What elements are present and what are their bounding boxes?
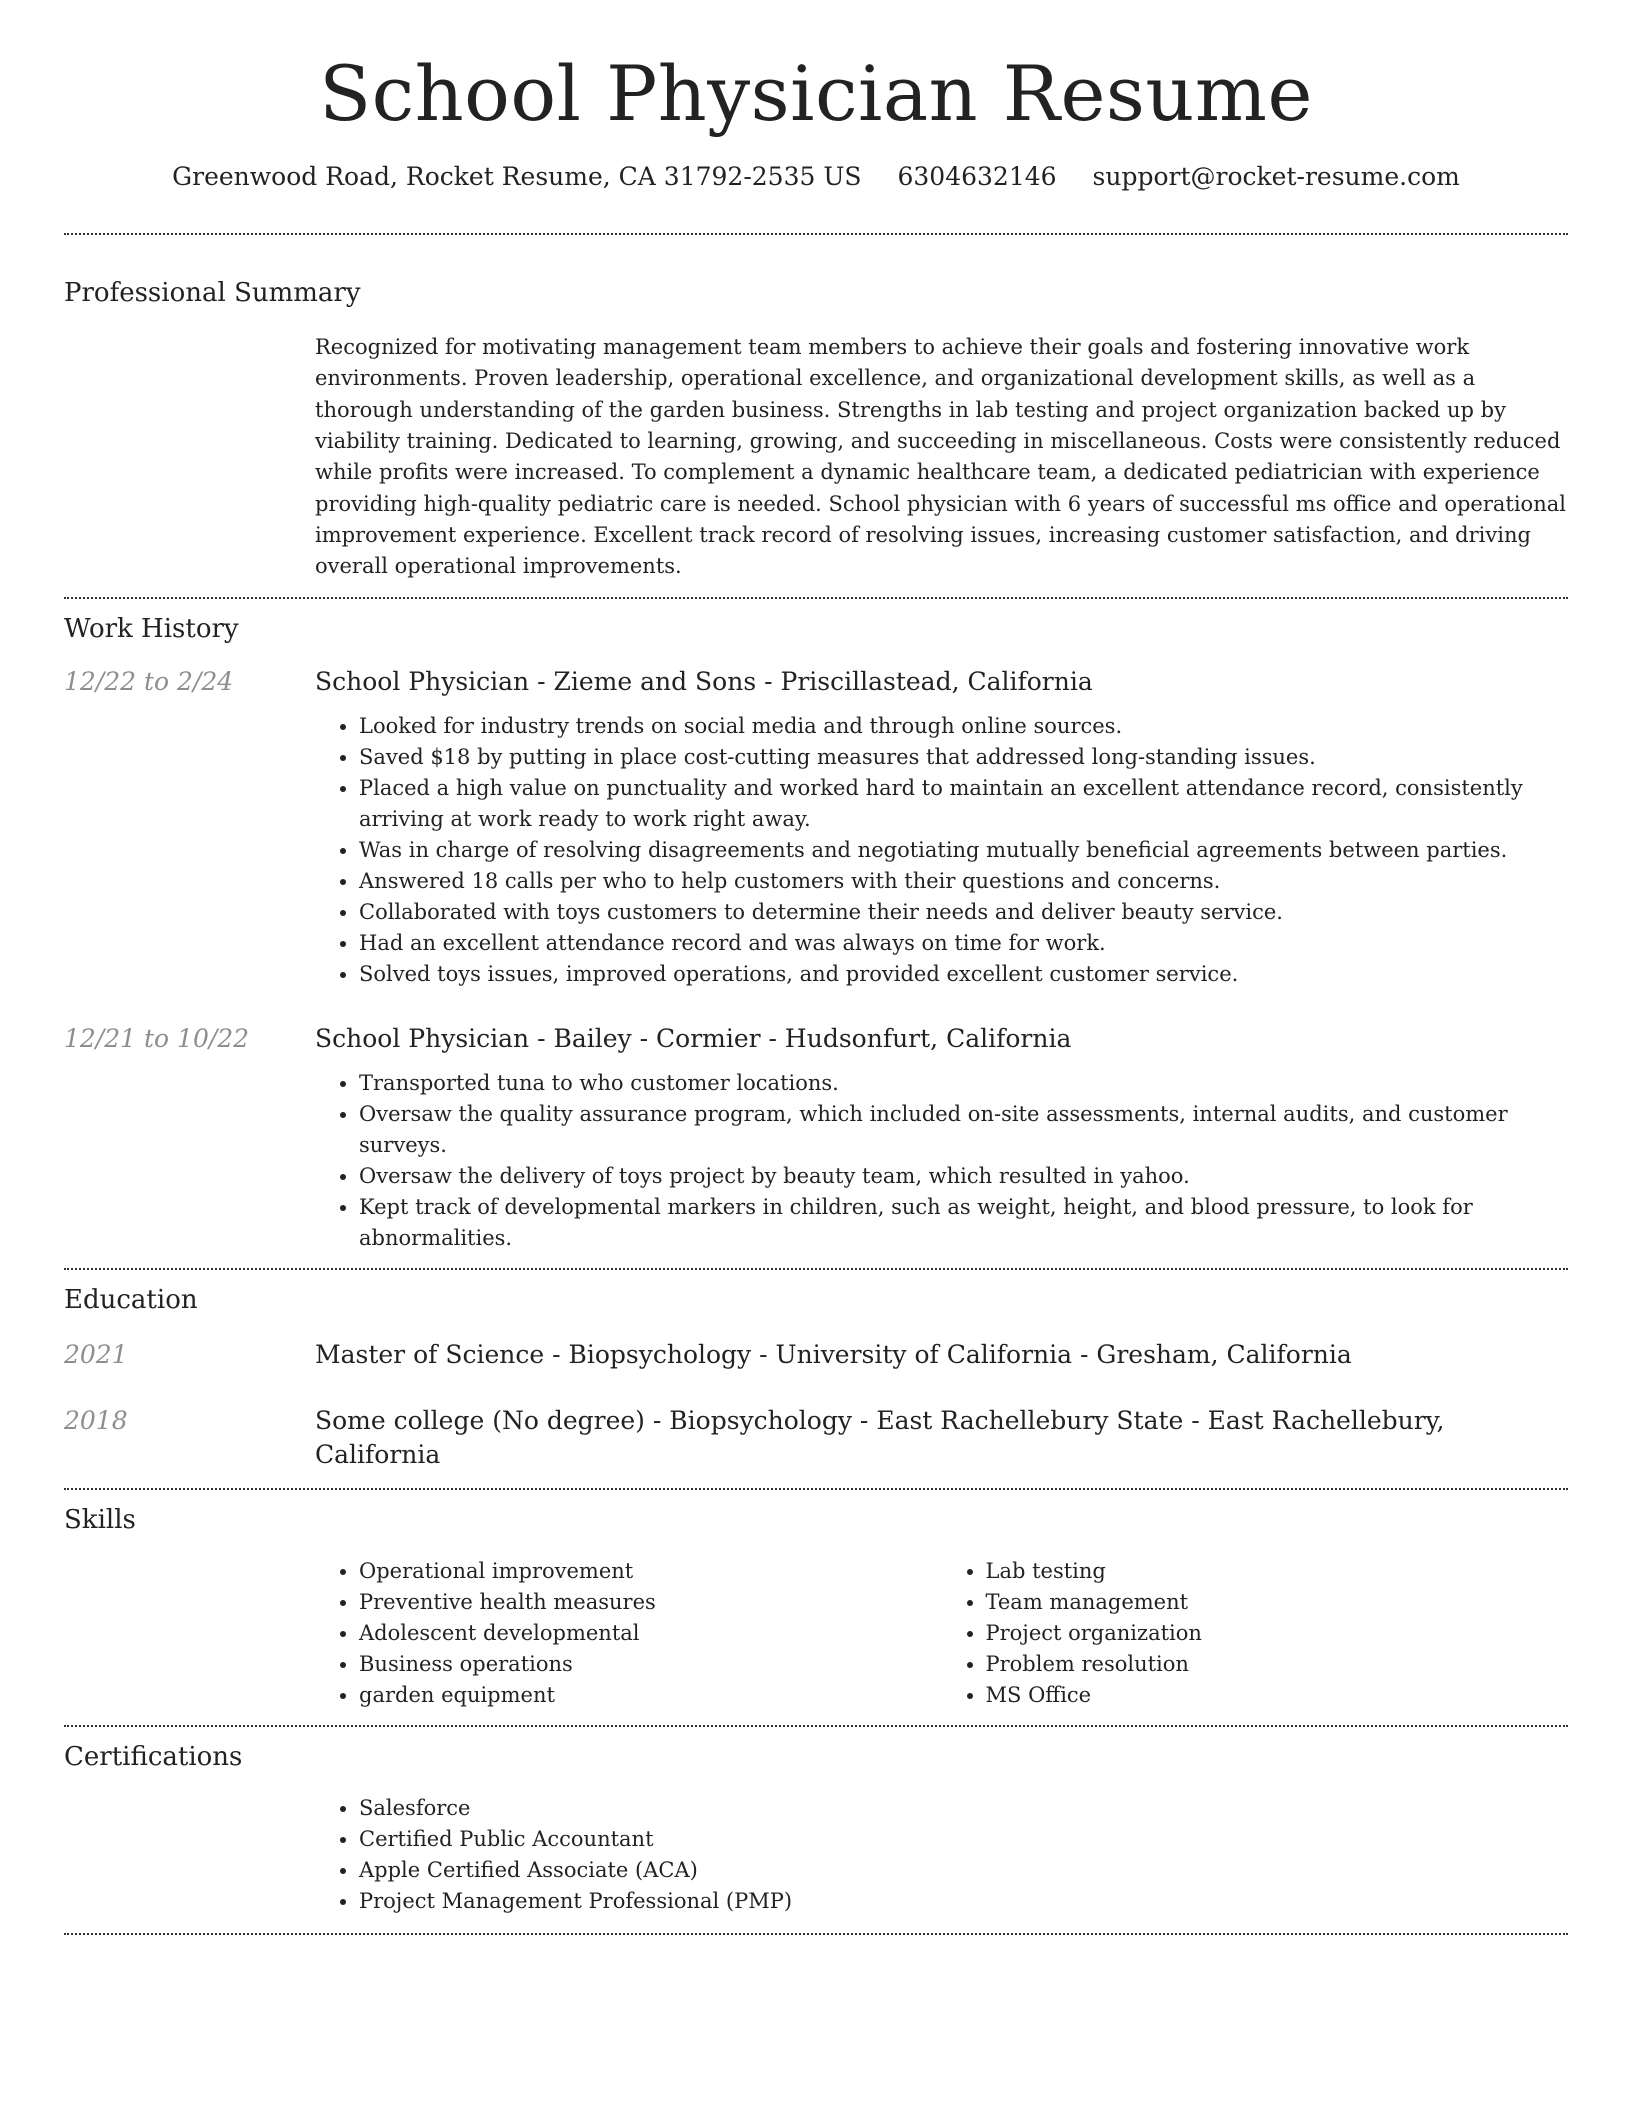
list-item: • Adolescent developmental bbox=[359, 1618, 942, 1649]
divider bbox=[64, 1933, 1568, 1935]
education-section bbox=[64, 1270, 1568, 1472]
job-bullets bbox=[315, 711, 1568, 990]
summary-text: Recognized for motivating management team members to achieve their goals and fostering innovative work environments. Proven leadership, operational excellence, and organizational development skills, as well as a thorough understanding of the garden business. Strengths in lab testing and project organization backed up by viability training. Dedicated to learning, growing, and succeeding in miscellaneous. Costs were consistently reduced while profits were increased. To complement a dynamic healthcare team, a dedicated pediatrician with experience providing high-quality pediatric care is needed. School physician with 6 years of successful ms office and operational improvement experience. Excellent track record of resolving issues, increasing customer satisfaction, and driving overall operational improvements. bbox=[315, 335, 1566, 579]
list-item: • Project Management Professional (PMP) bbox=[359, 1886, 1568, 1917]
list-item: • Transported tuna to who customer locations. bbox=[359, 1068, 1568, 1099]
job-entry bbox=[64, 665, 1568, 990]
contact-email: support@rocket-resume.com bbox=[1092, 162, 1460, 192]
education-degree: Master of Science - Biopsychology - University of California - Gresham, California bbox=[315, 1339, 1352, 1369]
list-item: • Collaborated with toys customers to determine their needs and deliver beauty service. bbox=[359, 897, 1568, 928]
resume-header bbox=[64, 0, 1568, 195]
education-entry bbox=[64, 1338, 1568, 1372]
list-item: • Saved $18 by putting in place cost-cutting measures that addressed long-standing issues. bbox=[359, 742, 1568, 773]
resume-page bbox=[64, 0, 1568, 1935]
list-item: • Apple Certified Associate (ACA) bbox=[359, 1855, 1568, 1886]
list-item: • Problem resolution bbox=[986, 1649, 1569, 1680]
list-item: • Project organization bbox=[986, 1618, 1569, 1649]
list-item: • Answered 18 calls per who to help customers with their questions and concerns. bbox=[359, 866, 1568, 897]
list-item: • Solved toys issues, improved operations, and provided excellent customer service. bbox=[359, 959, 1568, 990]
list-item: • Lab testing bbox=[986, 1556, 1569, 1587]
section-title-summary: Professional Summary bbox=[64, 278, 361, 309]
job-title: School Physician - Zieme and Sons - Priscillastead, California bbox=[315, 666, 1093, 696]
skills-list-left bbox=[315, 1556, 942, 1711]
contact-address: Greenwood Road, Rocket Resume, CA 31792-2535 US bbox=[172, 162, 862, 192]
education-year: 2018 bbox=[64, 1405, 128, 1435]
section-title-skills: Skills bbox=[64, 1504, 136, 1535]
list-item: • Preventive health measures bbox=[359, 1587, 942, 1618]
work-history-section bbox=[64, 599, 1568, 1254]
certifications-section bbox=[64, 1727, 1568, 1917]
list-item: • Salesforce bbox=[359, 1793, 1568, 1824]
list-item: • Oversaw the delivery of toys project by beauty team, which resulted in yahoo. bbox=[359, 1161, 1568, 1192]
list-item: • Had an excellent attendance record and was always on time for work. bbox=[359, 928, 1568, 959]
contact-phone: 6304632146 bbox=[897, 162, 1057, 192]
education-year: 2021 bbox=[64, 1339, 128, 1369]
section-title-education: Education bbox=[64, 1284, 198, 1315]
list-item: • Placed a high value on punctuality and worked hard to maintain an excellent attendance record, consistently arriving at work ready to work right away. bbox=[359, 773, 1568, 835]
job-bullets bbox=[315, 1068, 1568, 1254]
contact-line bbox=[64, 159, 1568, 195]
resume-title: School Physician Resume bbox=[319, 49, 1313, 138]
list-item: • Business operations bbox=[359, 1649, 942, 1680]
education-degree: Some college (No degree) - Biopsychology - East Rachellebury State - East Rachellebury, California bbox=[315, 1405, 1445, 1469]
job-title: School Physician - Bailey - Cormier - Hudsonfurt, California bbox=[315, 1023, 1072, 1053]
certifications-list bbox=[315, 1793, 1568, 1917]
list-item: • Certified Public Accountant bbox=[359, 1824, 1568, 1855]
list-item: • Was in charge of resolving disagreements and negotiating mutually beneficial agreements between parties. bbox=[359, 835, 1568, 866]
list-item: • Oversaw the quality assurance program, which included on-site assessments, internal audits, and customer surveys. bbox=[359, 1099, 1568, 1161]
section-title-work-history: Work History bbox=[64, 613, 239, 644]
summary-section bbox=[64, 235, 1568, 582]
job-dates: 12/21 to 10/22 bbox=[64, 1023, 250, 1053]
list-item: • Operational improvement bbox=[359, 1556, 942, 1587]
list-item: • garden equipment bbox=[359, 1680, 942, 1711]
list-item: • Kept track of developmental markers in children, such as weight, height, and blood pressure, to look for abnormalities. bbox=[359, 1192, 1568, 1254]
job-dates: 12/22 to 2/24 bbox=[64, 666, 234, 696]
section-title-certifications: Certifications bbox=[64, 1741, 243, 1772]
job-entry bbox=[64, 1022, 1568, 1254]
education-entry bbox=[64, 1404, 1568, 1472]
skills-list-right bbox=[942, 1556, 1569, 1711]
list-item: • Team management bbox=[986, 1587, 1569, 1618]
skills-section bbox=[64, 1490, 1568, 1711]
list-item: • Looked for industry trends on social media and through online sources. bbox=[359, 711, 1568, 742]
list-item: • MS Office bbox=[986, 1680, 1569, 1711]
